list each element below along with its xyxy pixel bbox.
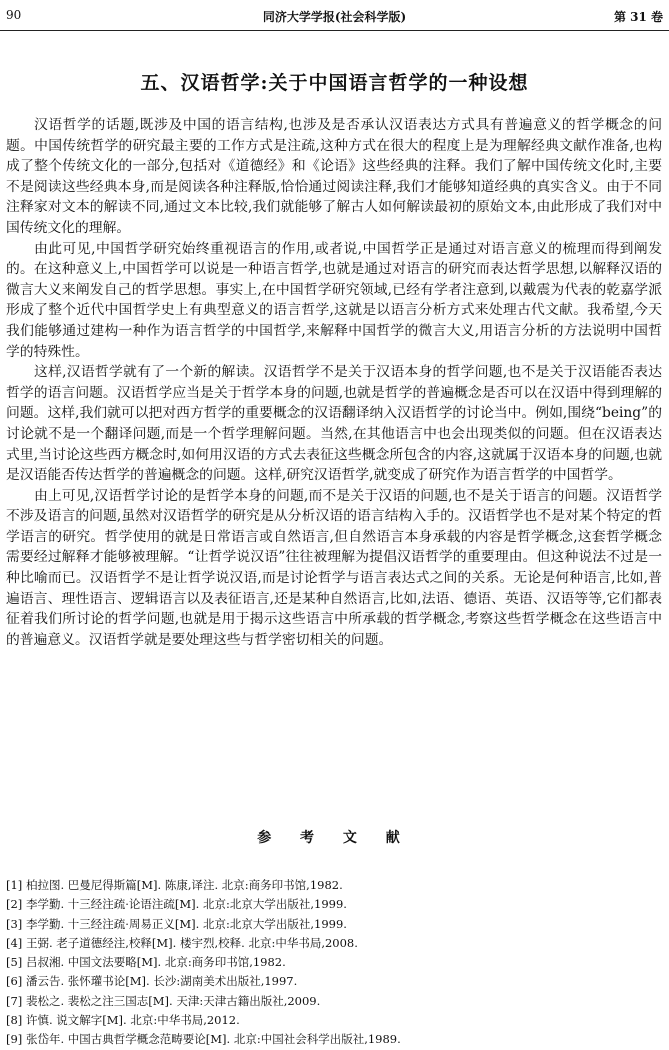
paragraph: 由此可见,中国哲学研究始终重视语言的作用,或者说,中国哲学正是通过对语言意义的梳理而得到阐发的。在这种意义上,中国哲学可以说是一种语言哲学,也就是通过对语言的研究而表达哲学思想,以解释汉语的微言大义来阐发自己的哲学思想。事实上,在中国哲学研究领域,已经有学者注意到,以戴震为代表的乾嘉学派形成了整个近代中国哲学史上有典型意义的语言哲学,这就是以语言分析方式来处理古代文献。我希望,今天我们能够通过建构一种作为语言哲学的中国哲学,来解释中国哲学的微言大义,用语言分析的方法说明中国哲学的特殊性。 <box>6 240 662 360</box>
page-header <box>0 0 669 31</box>
body-text <box>6 115 662 650</box>
reference-item <box>6 1030 662 1049</box>
references-heading: 参 考 文 献 <box>257 830 412 846</box>
reference-item <box>6 972 662 991</box>
reference-number: [8] <box>6 1013 23 1028</box>
reference-text: 李学勤. 十三经注疏·论语注疏[M]. 北京:北京大学出版社,1999. <box>25 897 347 912</box>
references-list <box>6 876 662 1050</box>
reference-number: [1] <box>6 878 23 892</box>
reference-text: 裴松之. 裴松之注三国志[M]. 天津:天津古籍出版社,2009. <box>25 993 321 1008</box>
paragraph: 由上可见,汉语哲学讨论的是哲学本身的问题,而不是关于汉语的问题,也不是关于语言的问题。汉语哲学不涉及语言的问题,虽然对汉语哲学的研究是从分析汉语的语言结构入手的。汉语哲学也不是对某个特定的哲学语言的研究。哲学使用的就是日常语言或自然语言,但自然语言本身承载的内容是哲学概念,这套哲学概念需要经过解释才能够被理解。“让哲学说汉语”往往被理解为提倡汉语哲学的重要理由。但这种说法不过是一种比喻而已。汉语哲学不是让哲学说汉语,而是讨论哲学与语言表达式之间的关系。无论是何种语言,比如,普遍语言、理性语言、逻辑语言以及表征语言,还是某种自然语言,比如,法语、德语、英语、汉语等等,它们都表征着我们所讨论的哲学问题,也就是用于揭示这些语言中所承载的哲学概念,考察这些哲学概念在这些语言中的普遍意义。汉语哲学就是要处理这些与哲学密切相关的问题。 <box>6 487 662 648</box>
journal-title: 同济大学学报(社会科学版) <box>262 10 407 24</box>
volume-label: 第 31 卷 <box>613 10 663 24</box>
section-title: 五、汉语哲学:关于中国语言哲学的一种设想 <box>140 72 529 94</box>
reference-text: 吕叔湘. 中国文法要略[M]. 北京:商务印书馆,1982. <box>25 955 286 970</box>
reference-item <box>6 953 662 972</box>
paragraph: 这样,汉语哲学就有了一个新的解读。汉语哲学不是关于汉语本身的哲学问题,也不是关于汉语能否表达哲学的语言问题。汉语哲学应当是关于哲学本身的问题,也就是哲学的普遍概念是否可以在汉语中得到理解的问题。这样,我们就可以把对西方哲学的重要概念的汉语翻译纳入汉语哲学的讨论当中。例如,围绕“being”的讨论就不是一个翻译问题,而是一个哲学理解问题。当然,在其他语言中也会出现类似的问题。但在汉语表达式里,当讨论这些西方概念时,如何用汉语的方式去表征这些概念所包含的内容,这就属于汉语本身的问题,也就是汉语能否传达哲学的普遍概念的问题。这样,研究汉语哲学,就变成了研究作为语言哲学的中国哲学。 <box>6 364 662 484</box>
reference-item <box>6 992 662 1011</box>
reference-item <box>6 895 662 914</box>
reference-number: [7] <box>6 993 23 1008</box>
reference-number: [3] <box>6 916 23 931</box>
reference-item <box>6 876 662 895</box>
reference-number: [6] <box>6 974 23 989</box>
page-number: 90 <box>6 8 22 22</box>
paragraph: 汉语哲学的话题,既涉及中国的语言结构,也涉及是否承认汉语表达方式具有普遍意义的哲学概念的问题。中国传统哲学的研究最主要的工作方式是注疏,这种方式在很大的程度上是为理解经典文献作准备,也构成了整个传统文化的一部分,包括对《道德经》和《论语》这些经典的注释。我们了解中国传统文化时,主要不是阅读这些经典本身,而是阅读各种注释版,恰恰通过阅读注释,我们才能够知道经典的真实含义。由于不同注释家对文本的解读不同,通过文本比较,我们就能够了解古人如何解读最初的原始文本,由此形成了我们对中国传统文化的理解。 <box>6 117 662 236</box>
reference-item <box>6 1011 662 1030</box>
reference-text: 王弼. 老子道德经注,校释[M]. 楼宇烈,校释. 北京:中华书局,2008. <box>25 935 358 950</box>
reference-text: 张岱年. 中国古典哲学概念范畴要论[M]. 北京:中国社会科学出版社,1989. <box>25 1032 401 1047</box>
reference-text: 潘云告. 张怀瓘书论[M]. 长沙:湖南美术出版社,1997. <box>25 974 298 989</box>
reference-number: [2] <box>6 897 23 912</box>
reference-text: 李学勤. 十三经注疏·周易正义[M]. 北京:北京大学出版社,1999. <box>25 916 347 931</box>
reference-number: [9] <box>6 1032 23 1047</box>
reference-text: 许慎. 说文解字[M]. 北京:中华书局,2012. <box>25 1013 240 1028</box>
reference-item <box>6 934 662 953</box>
reference-number: [4] <box>6 935 23 950</box>
reference-text: 柏拉图. 巴曼尼得斯篇[M]. 陈康,译注. 北京:商务印书馆,1982. <box>25 878 343 892</box>
reference-number: [5] <box>6 955 23 970</box>
reference-item <box>6 915 662 934</box>
